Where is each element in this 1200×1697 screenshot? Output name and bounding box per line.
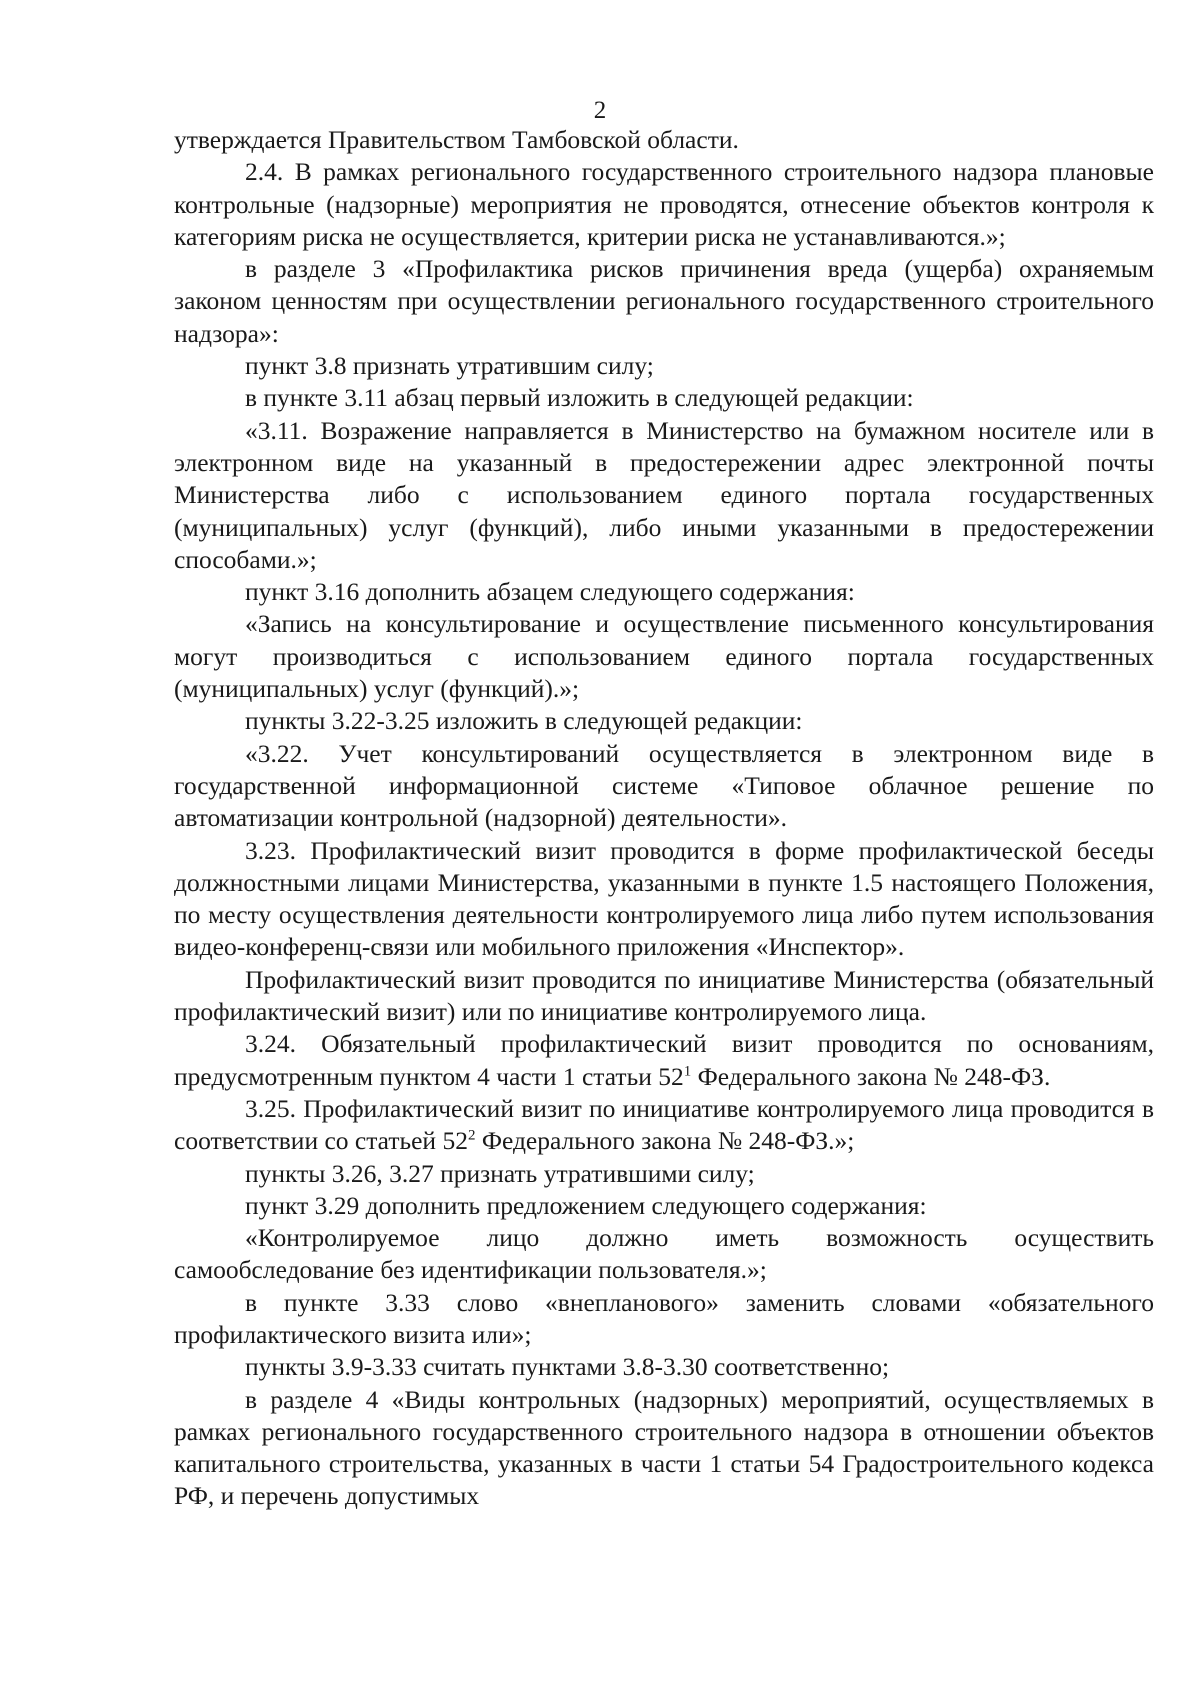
paragraph-8: «Запись на консультирование и осуществление письменного консультирования могут производиться с использованием единого портала государственных (муниципальных) услуг (функций).»; — [174, 609, 1154, 704]
paragraph-13-text-after: Федерального закона № 248-ФЗ. — [691, 1061, 1051, 1091]
page-number: 2 — [593, 97, 607, 124]
paragraph-6: «3.11. Возражение направляется в Министерство на бумажном носителе или в электронном виде на указанный в предостережении адрес электронной почты Министерства либо с использованием единого портала государственных (муниципальных) услуг (функций), либо иными указанными в предостережении способами.»; — [174, 415, 1154, 574]
paragraph-2: 2.4. В рамках регионального государственного строительного надзора плановые контрольные (надзорные) мероприятия не проводятся, отнесение объектов контроля к категориям риска не осуществляется, критерии риска не устанавливаются.»; — [174, 157, 1154, 251]
document-body — [174, 124, 1154, 1513]
paragraph-1: утверждается Правительством Тамбовской области. — [174, 125, 739, 154]
paragraph-11: 3.23. Профилактический визит проводится в форме профилактической беседы должностными лицами Министерства, указанными в пункте 1.5 настоящего Положения, по месту осуществления деятельности контролируемого лица либо путем использования видео-конференц-связи или мобильного приложения «Инспектор». — [174, 835, 1154, 962]
superscript-2: 2 — [467, 1127, 476, 1144]
paragraph-16: пункт 3.29 дополнить предложением следующего содержания: — [245, 1190, 927, 1220]
paragraph-4: пункт 3.8 признать утратившим силу; — [245, 351, 654, 381]
paragraph-18: в пункте 3.33 слово «внепланового» заменить словами «обязательного профилактического визита или»; — [174, 1287, 1154, 1349]
paragraph-20: в разделе 4 «Виды контрольных (надзорных) мероприятий, осуществляемых в рамках регионального государственного строительного надзора в отношении объектов капитального строительства, указанных в части 1 статьи 54 Градостроительного кодекса РФ, и перечень допустимых — [174, 1384, 1154, 1511]
paragraph-13-text-before: 3.24. Обязательный профилактический визит проводится по основаниям, предусмотренным пунктом 4 части 1 статьи 52 — [174, 1029, 1154, 1091]
paragraph-9: пункты 3.22-3.25 изложить в следующей редакции: — [245, 706, 803, 736]
paragraph-14 — [174, 1093, 1154, 1158]
paragraph-10: «3.22. Учет консультирований осуществляется в электронном виде в государственной информационной системе «Типовое облачное решение по автоматизации контрольной (надзорной) деятельности». — [174, 738, 1154, 833]
paragraph-14-text-before: 3.25. Профилактический визит по инициативе контролируемого лица проводится в соответствии со статьей 52 — [174, 1093, 1154, 1156]
paragraph-5: в пункте 3.11 абзац первый изложить в следующей редакции: — [245, 383, 914, 413]
paragraph-17: «Контролируемое лицо должно иметь возможность осуществить самообследование без идентификации пользователя.»; — [174, 1223, 1154, 1285]
paragraph-13 — [174, 1028, 1154, 1093]
paragraph-15: пункты 3.26, 3.27 признать утратившими силу; — [245, 1158, 755, 1188]
paragraph-14-text-after: Федерального закона № 248-ФЗ.»; — [475, 1126, 855, 1156]
paragraph-3: в разделе 3 «Профилактика рисков причинения вреда (ущерба) охраняемым законом ценностям при осуществлении регионального государственного строительного надзора»: — [174, 254, 1154, 348]
paragraph-19: пункты 3.9-3.33 считать пунктами 3.8-3.30 соответственно; — [245, 1352, 890, 1382]
paragraph-12: Профилактический визит проводится по инициативе Министерства (обязательный профилактический визит) или по инициативе контролируемого лица. — [174, 964, 1154, 1027]
paragraph-7: пункт 3.16 дополнить абзацем следующего содержания: — [245, 577, 855, 607]
superscript-1: 1 — [683, 1063, 692, 1080]
